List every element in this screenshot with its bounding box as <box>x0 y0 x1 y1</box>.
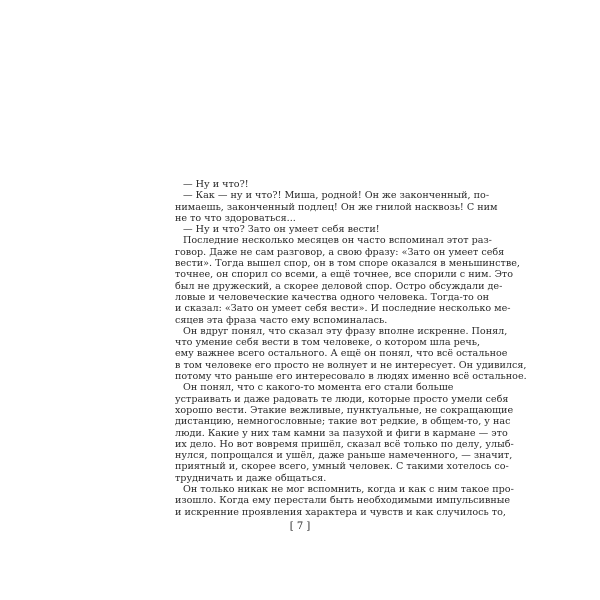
text-line: потому что раньше его интересовало в людях именно всё остальное. <box>175 371 527 383</box>
text-line: Последние несколько месяцев он часто вспоминал этот раз- <box>183 235 492 247</box>
text-line: — Ну и что?! <box>183 179 249 190</box>
text-line: трудничать и даже общаться. <box>175 472 327 484</box>
text-line: был не дружеский, а скорее деловой спор. Остро обсуждали де- <box>175 280 503 292</box>
text-line: изошло. Когда ему перестали быть необходимыми импульсивные <box>175 495 511 507</box>
text-line: говор. Даже не сам разговор, а свою фразу: «Зато он умеет себя <box>175 246 505 258</box>
text-line: дистанцию, немногословные; такие вот редкие, в общем-то, у нас <box>175 416 511 428</box>
text-line: хорошо вести. Этакие вежливые, пунктуальные, не сокращающие <box>175 404 514 416</box>
text-line: — Как — ну и что?! Миша, родной! Он же законченный, по- <box>183 190 490 202</box>
text-line: точнее, он спорил со всеми, а ещё точнее, все спорили с ним. Это <box>175 269 514 281</box>
text-line: устраивать и даже радовать те люди, которые просто умели себя <box>175 393 509 405</box>
text-line: вести». Тогда вышел спор, он в том споре оказался в меньшинстве, <box>175 258 520 270</box>
text-line: сяцев эта фраза часто ему вспоминалась. <box>175 314 388 326</box>
body-text <box>175 179 527 518</box>
text-line: не то что здороваться... <box>175 212 296 224</box>
text-line: их дело. Но вот вовремя пришёл, сказал всё только по делу, улыб- <box>175 438 514 450</box>
text-line: приятный и, скорее всего, умный человек. С такими хотелось со- <box>175 461 509 473</box>
text-line: и сказал: «Зато он умеет себя вести». И последние несколько ме- <box>175 303 511 315</box>
text-line: люди. Какие у них там камни за пазухой и фиги в кармане — это <box>175 427 508 439</box>
text-line: нимаешь, законченный подлец! Он же гнилой насквозь! С ним <box>175 201 498 213</box>
text-line: Он вдруг понял, что сказал эту фразу вполне искренне. Понял, <box>183 325 508 337</box>
text-line: и искренние проявления характера и чувств и как случилось то, <box>175 506 506 518</box>
text-line: Он понял, что с какого-то момента его стали больше <box>183 382 454 394</box>
page-number: [ 7 ] <box>289 521 311 532</box>
text-line: в том человеке его просто не волнует и не интересует. Он удивился, <box>175 359 527 371</box>
text-line: Он только никак не мог вспомнить, когда и как с ним такое про- <box>183 484 514 496</box>
text-line: что умение себя вести в том человеке, о котором шла речь, <box>175 337 481 349</box>
text-line: — Ну и что? Зато он умеет себя вести! <box>183 224 380 236</box>
text-line: ловые и человеческие качества одного человека. Тогда-то он <box>175 291 490 303</box>
text-line: нулся, попрощался и ушёл, даже раньше намеченного, — значит, <box>175 450 513 462</box>
text-line: ему важнее всего остального. А ещё он понял, что всё остальное <box>175 348 508 360</box>
